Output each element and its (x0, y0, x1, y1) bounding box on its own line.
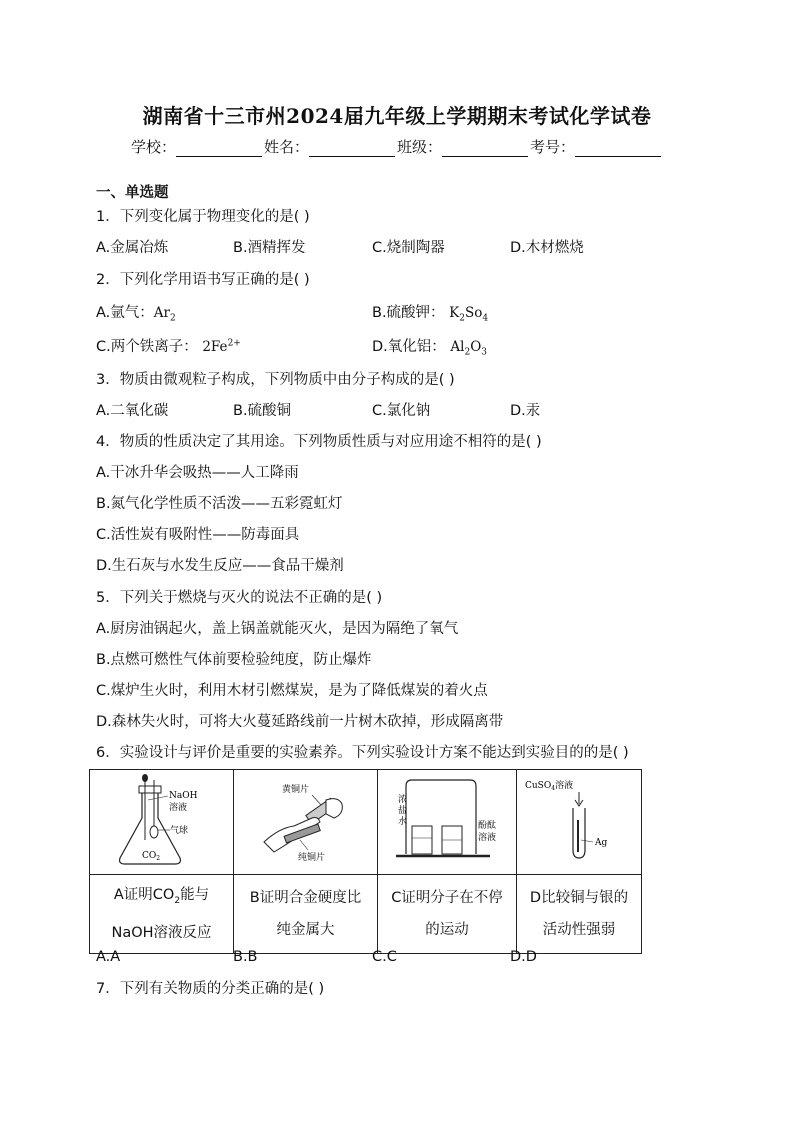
q2-d-label: D.氧化铝： (372, 339, 446, 355)
balloon-label: 气球 (170, 826, 189, 836)
q2-c-formula: $2Fe^{2+}$ (202, 338, 241, 355)
q4-option-c[interactable]: C.活性炭有吸附性——防毒面具 (96, 527, 300, 543)
school-label: 学校： (130, 138, 176, 156)
caption-d: D比较铜与银的 活动性强弱 (517, 875, 642, 954)
q1-option-c[interactable]: C.烧制陶器 (372, 240, 445, 256)
q1-stem: 1．下列变化属于物理变化的是( ) (96, 209, 310, 225)
caption-b: B证明合金硬度比 纯金属大 (234, 875, 378, 954)
solution-label-c: 溶液 (478, 833, 497, 843)
q4-option-d[interactable]: D.生石灰与水发生反应——食品干燥剂 (96, 558, 344, 574)
q2-option-a[interactable] (96, 301, 176, 324)
class-label: 班级： (397, 138, 443, 156)
fig-d-cell (517, 770, 642, 875)
exam-title: 湖南省十三市州2024届九年级上学期期末考试化学试卷 (142, 104, 652, 128)
q6-option-a[interactable]: A.A (96, 949, 121, 965)
q4-option-b[interactable]: B.氮气化学性质不活泼——五彩霓虹灯 (96, 496, 343, 512)
q5-option-b[interactable]: B.点燃可燃性气体前要检验纯度，防止爆炸 (96, 652, 372, 668)
q2-c-label: C.两个铁离子： (96, 339, 198, 355)
q7-stem: 7．下列有关物质的分类正确的是( ) (96, 981, 325, 997)
metal-scratch-figure (234, 770, 377, 870)
cuso4-label: CuSO$_4$溶液 (525, 781, 574, 792)
q3-option-d[interactable]: D.汞 (510, 403, 541, 419)
q1-option-b[interactable]: B.酒精挥发 (233, 240, 306, 256)
section-heading: 一、单选题 (96, 185, 169, 201)
fig-b-cell (234, 770, 378, 875)
id-field[interactable] (575, 140, 661, 157)
q4-option-a[interactable]: A.干冰升华会吸热——人工降雨 (96, 465, 299, 481)
class-field[interactable] (442, 140, 528, 157)
silver-label: Ag (595, 838, 608, 848)
q2-b-label: B.硫酸钾： (372, 305, 445, 321)
q3-option-b[interactable]: B.硫酸铜 (233, 403, 292, 419)
q3-option-c[interactable]: C.氯化钠 (372, 403, 431, 419)
caption-c: C证明分子在不停 的运动 (378, 875, 517, 954)
acid-label-1: 浓 (398, 795, 408, 805)
beaker-bell-figure (378, 770, 516, 870)
test-tube-figure (517, 770, 641, 870)
q1-option-d[interactable]: D.木材燃烧 (510, 240, 584, 256)
q5-option-c[interactable]: C.煤炉生火时，利用木材引燃煤炭，是为了降低煤炭的着火点 (96, 683, 488, 699)
q6-option-d[interactable]: D.D (510, 949, 537, 965)
acid-label-2: 盐 (398, 806, 408, 816)
q2-option-b[interactable] (372, 301, 488, 324)
q5-option-a[interactable]: A.厨房油锅起火，盖上锅盖就能灭火，是因为隔绝了氧气 (96, 621, 459, 637)
q2-b-formula: $K_2So_4$ (449, 305, 489, 324)
q2-option-d[interactable] (372, 335, 487, 358)
q2-a-formula: $Ar_2$ (153, 305, 176, 324)
q4-stem: 4．物质的性质决定了其用途。下列物质性质与对应用途不相符的是( ) (96, 434, 542, 450)
name-label: 姓名： (263, 138, 309, 156)
q6-experiment-table (89, 769, 642, 954)
q2-stem: 2．下列化学用语书写正确的是( ) (96, 272, 310, 288)
acid-label-3: 水 (398, 817, 408, 827)
q2-option-c[interactable] (96, 335, 241, 356)
student-info-line (0, 136, 794, 157)
naoh-label: NaOH (169, 791, 198, 801)
school-field[interactable] (176, 140, 262, 157)
id-label: 考号： (530, 138, 576, 156)
flask-balloon-figure (90, 770, 233, 870)
q1-option-a[interactable]: A.金属冶炼 (96, 240, 169, 256)
q6-stem: 6．实验设计与评价是重要的实验素养。下列实验设计方案不能达到实验目的的是( ) (96, 745, 629, 761)
q3-stem: 3．物质由微观粒子构成，下列物质中由分子构成的是( ) (96, 372, 455, 388)
fig-c-cell (378, 770, 517, 875)
q3-option-a[interactable]: A.二氧化碳 (96, 403, 169, 419)
name-field[interactable] (309, 140, 395, 157)
phenolphthalein-label: 酚酞 (478, 821, 497, 831)
q2-d-formula: $Al_2O_3$ (450, 339, 488, 358)
caption-a: A证明$CO_2$能与 NaOH溶液反应 (90, 875, 234, 954)
q6-option-b[interactable]: B.B (233, 949, 258, 965)
brass-label: 黄铜片 (282, 785, 310, 795)
q5-option-d[interactable]: D.森林失火时，可将大火蔓延路线前一片树木砍掉，形成隔离带 (96, 714, 504, 730)
fig-a-cell (90, 770, 234, 875)
q2-a-label: A.氩气： (96, 305, 154, 321)
pure-copper-label: 纯铜片 (298, 853, 326, 863)
q6-option-c[interactable]: C.C (372, 949, 397, 965)
co2-label: $CO_2$ (142, 851, 161, 862)
solution-label: 溶液 (169, 803, 188, 813)
q5-stem: 5．下列关于燃烧与灭火的说法不正确的是( ) (96, 590, 383, 606)
